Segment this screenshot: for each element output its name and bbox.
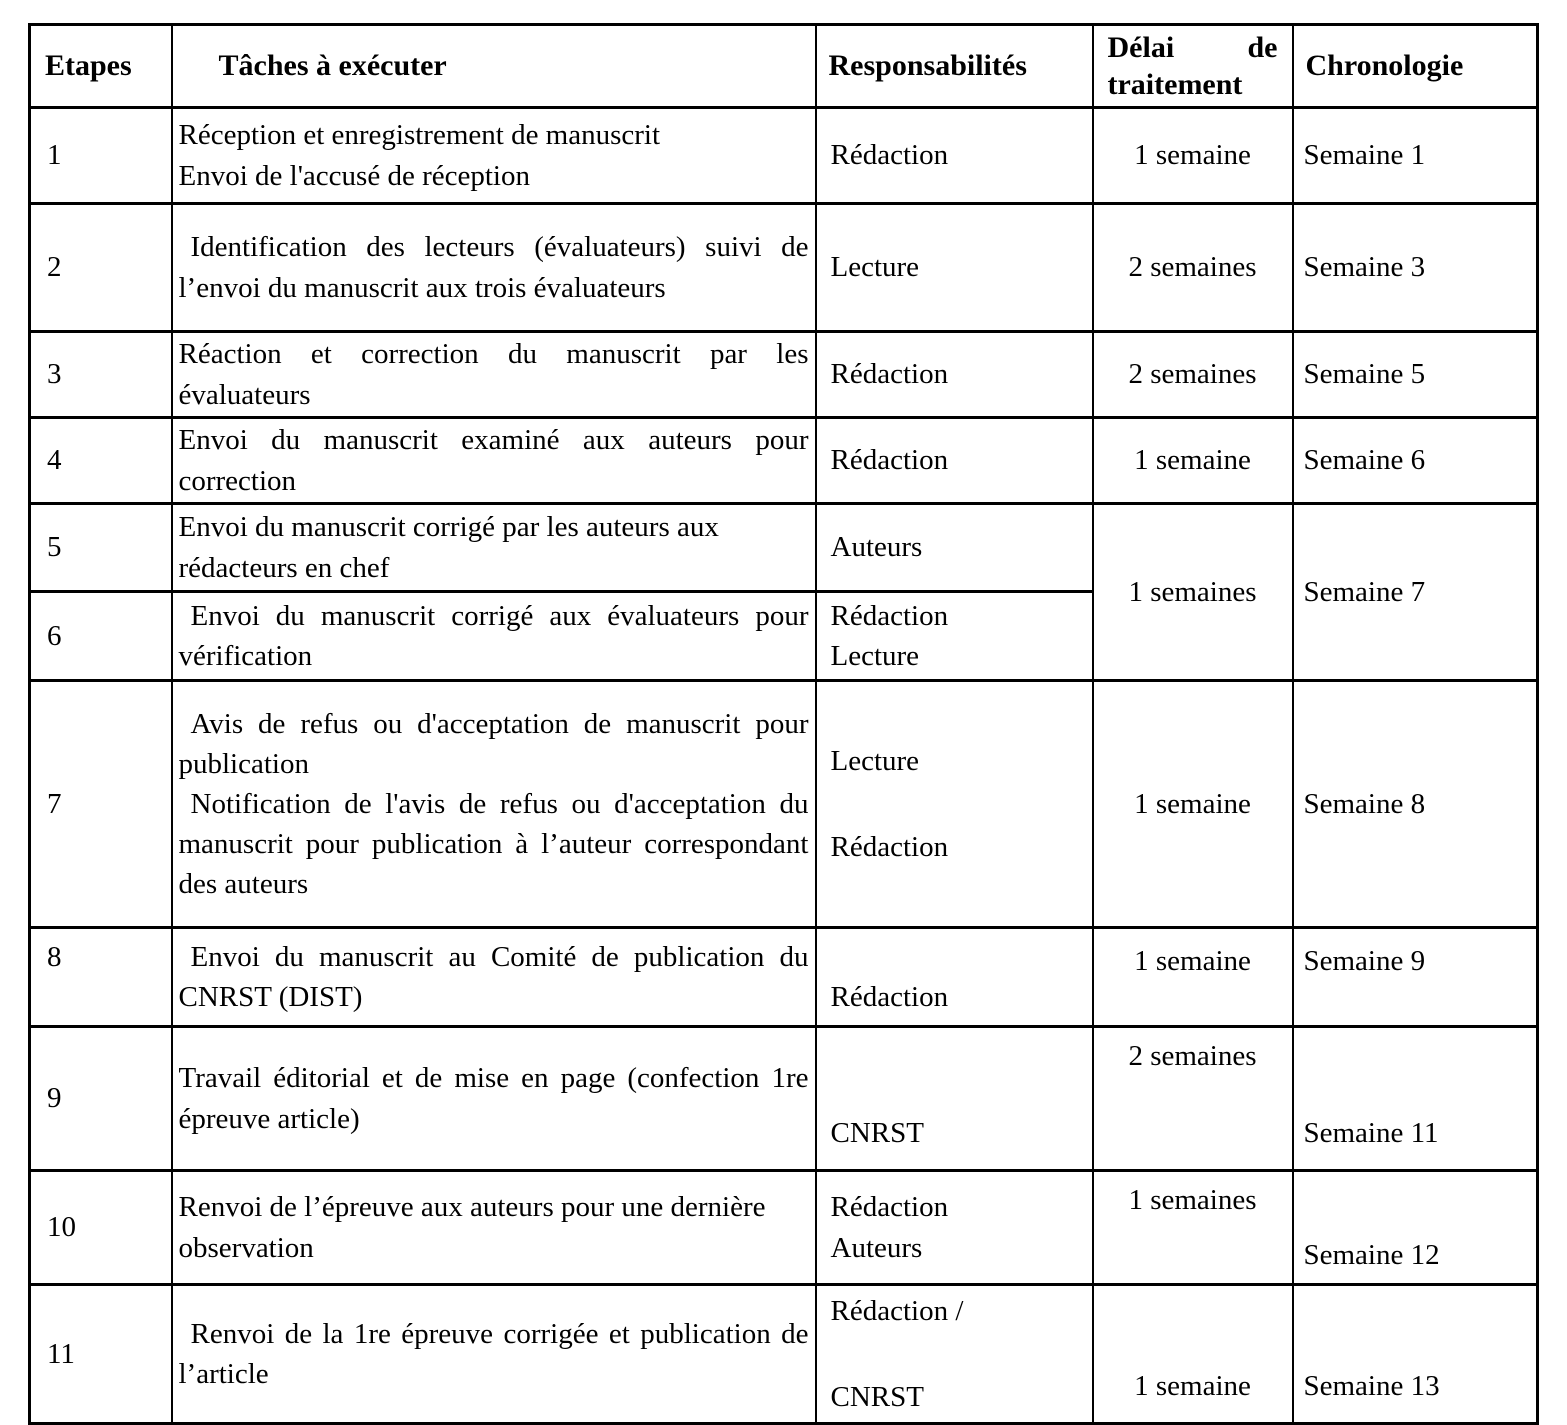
row-4-resp: Rédaction [816,418,1093,504]
task-paragraph: Envoi du manuscrit au Comité de publication du CNRST (DIST) [178,940,809,1013]
row-2-delai: 2 semaines [1093,204,1293,332]
row-7-chrono: Semaine 8 [1293,681,1538,928]
row-1-resp: Rédaction [816,108,1093,204]
row-5-6-chrono: Semaine 7 [1293,504,1538,681]
row-3-delai: 2 semaines [1093,332,1293,418]
row-11-resp [816,1285,1093,1424]
row-3-resp: Rédaction [816,332,1093,418]
row-10-taches [172,1171,816,1285]
row-11-delai: 1 semaine [1093,1285,1293,1424]
task-paragraph: Renvoi de la 1re épreuve corrigée et publication de l’article [178,1317,809,1390]
task-paragraph: Envoi du manuscrit examiné aux auteurs pour correction [178,424,809,497]
row-2-taches [172,204,816,332]
row-1-delai: 1 semaine [1093,108,1293,204]
header-responsabilites: Responsabilités [816,25,1093,108]
row-2-chrono: Semaine 3 [1293,204,1538,332]
resp-line: Lecture [830,640,920,672]
resp-line: Rédaction [830,831,949,863]
row-7-delai: 1 semaine [1093,681,1293,928]
table-row [30,418,1538,504]
table-row [30,332,1538,418]
resp-line: Rédaction / [830,1294,964,1327]
row-5-etape: 5 [30,504,172,592]
table-row [30,681,1538,928]
header-delai: Délai de traitement [1093,25,1293,108]
row-4-delai: 1 semaine [1093,418,1293,504]
row-7-taches [172,681,816,928]
row-8-delai: 1 semaine [1093,928,1293,1027]
row-2-etape: 2 [30,204,172,332]
resp-line: Rédaction [830,599,949,632]
row-1-etape: 1 [30,108,172,204]
resp-line: Rédaction [830,1191,949,1224]
task-paragraph: Notification de l'avis de refus ou d'acceptation du manuscrit pour publication à l’auteur correspondant des auteurs [178,787,809,901]
row-8-taches [172,928,816,1027]
table-row [30,1285,1538,1424]
row-6-resp [816,592,1093,681]
resp-line: CNRST [830,1381,924,1413]
task-paragraph: Réaction et correction du manuscrit par les évaluateurs [178,338,809,411]
row-4-etape: 4 [30,418,172,504]
row-9-resp: CNRST [816,1027,1093,1171]
row-4-taches [172,418,816,504]
table-row [30,1171,1538,1285]
row-9-chrono: Semaine 11 [1293,1027,1538,1171]
header-row [30,25,1538,108]
row-5-6-delai: 1 semaines [1093,504,1293,681]
row-10-chrono: Semaine 12 [1293,1171,1538,1285]
task-paragraph: Avis de refus ou d'acceptation de manuscrit pour publication [178,707,809,780]
row-5-taches [172,504,816,592]
task-paragraph: Réception et enregistrement de manuscrit [178,119,661,152]
row-9-taches [172,1027,816,1171]
table-row [30,504,1538,592]
row-10-etape: 10 [30,1171,172,1285]
resp-line: Auteurs [830,1231,923,1264]
table-row [30,928,1538,1027]
row-2-resp: Lecture [816,204,1093,332]
resp-line: Lecture [830,744,920,777]
task-paragraph: Envoi du manuscrit corrigé par les auteurs aux rédacteurs en chef [178,511,719,584]
row-1-taches [172,108,816,204]
row-1-chrono: Semaine 1 [1293,108,1538,204]
row-7-resp [816,681,1093,928]
row-8-etape: 8 [30,928,172,1027]
table-row [30,204,1538,332]
header-chronologie: Chronologie [1293,25,1538,108]
row-3-etape: 3 [30,332,172,418]
table-row [30,108,1538,204]
row-10-resp [816,1171,1093,1285]
row-9-delai: 2 semaines [1093,1027,1293,1171]
task-paragraph: Travail éditorial et de mise en page (confection 1re épreuve article) [178,1062,809,1135]
row-3-chrono: Semaine 5 [1293,332,1538,418]
row-4-chrono: Semaine 6 [1293,418,1538,504]
workflow-table [28,23,1539,1425]
task-paragraph: Identification des lecteurs (évaluateurs) suivi de l’envoi du manuscrit aux trois évaluateurs [178,231,809,304]
row-9-etape: 9 [30,1027,172,1171]
task-paragraph: Renvoi de l’épreuve aux auteurs pour une dernière observation [178,1191,766,1264]
row-11-etape: 11 [30,1285,172,1424]
row-5-resp: Auteurs [816,504,1093,592]
workflow-table-container [28,23,1539,1425]
row-11-chrono: Semaine 13 [1293,1285,1538,1424]
header-taches: Tâches à exécuter [172,25,816,108]
row-10-delai: 1 semaines [1093,1171,1293,1285]
row-3-taches [172,332,816,418]
table-row [30,1027,1538,1171]
header-etapes: Etapes [30,25,172,108]
row-8-chrono: Semaine 9 [1293,928,1538,1027]
task-paragraph: Envoi du manuscrit corrigé aux évaluateurs pour vérification [178,599,809,672]
row-8-resp: Rédaction [816,928,1093,1027]
task-paragraph: Envoi de l'accusé de réception [178,159,530,192]
row-7-etape: 7 [30,681,172,928]
row-6-taches [172,592,816,681]
row-11-taches [172,1285,816,1424]
row-6-etape: 6 [30,592,172,681]
